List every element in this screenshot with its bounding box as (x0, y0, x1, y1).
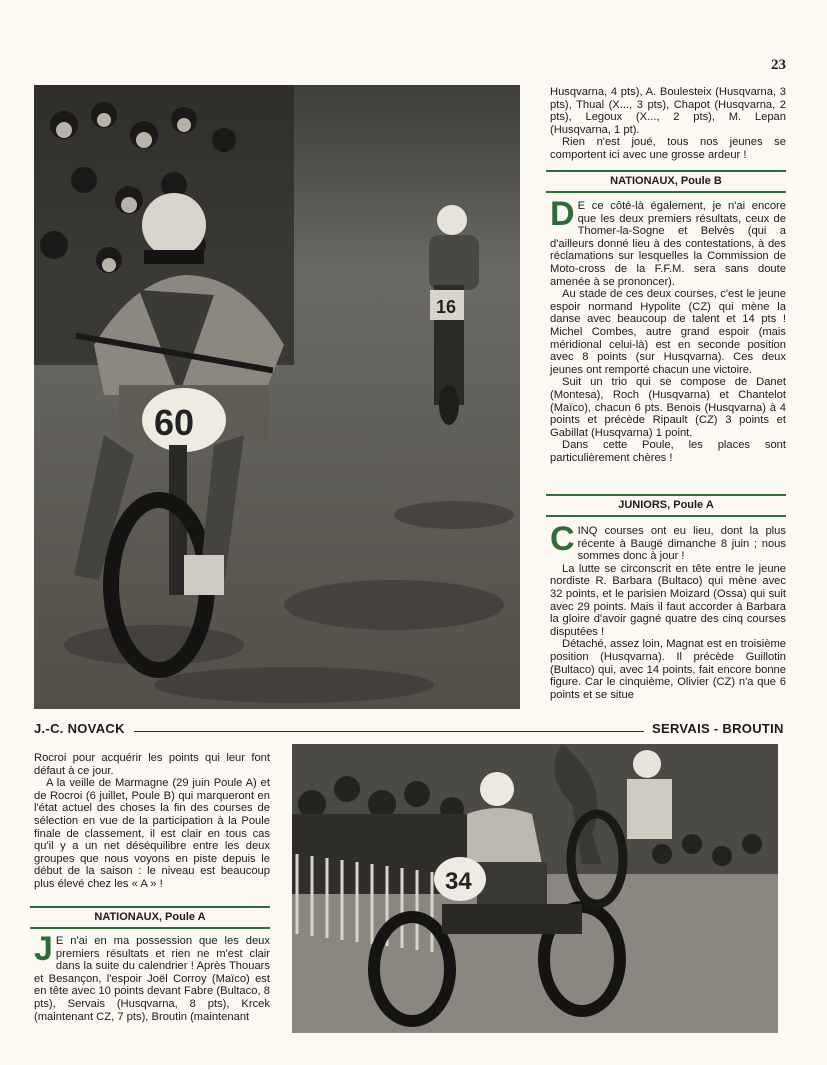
nationaux-b-paragraph-3: Suit un trio qui se compose de Danet (Montesa), Roch (Husqvarna) et Chantelot (Maïco), chacun 6 pts. Benois (Husqvarna) à 4 points et précède Ripault (CZ) 3 points et Gabillat (Husqvarna) 1 point. (550, 376, 786, 439)
section-title-nationaux-b: NATIONAUX, Poule B (546, 170, 786, 193)
nationaux-b-paragraph-4: Dans cette Poule, les places sont particulièrement chères ! (550, 439, 786, 464)
rider-number-bottom: 34 (445, 868, 472, 895)
right-column-top-text (550, 86, 786, 162)
nationaux-a-text (34, 930, 270, 1023)
juniors-text (550, 520, 786, 701)
juniors-paragraph-2: La lutte se circonscrit en tête entre le jeune nordiste R. Barbara (Bultaco) qui mène avec 32 points, et le parisien Moizard (Ossa) qui suit avec 29 points. Mais il faut accorder à Barbara la gloire d'avoir gagné quatre des cinq courses disputées ! (550, 562, 786, 638)
caption-servais-broutin: SERVAIS - BROUTIN (652, 721, 784, 736)
rider-number-front: 60 (154, 402, 195, 443)
results-continued: Husqvarna, 4 pts), A. Boulesteix (Husqvarna, 3 pts), Thual (X..., 3 pts), Chapot (Husqvarna, 2 pts), Legoux (X..., 2 pts), M. Lepan (Husqvarna, 1 pt). (550, 86, 786, 136)
page-number: 23 (771, 57, 786, 73)
nationaux-a-paragraph-1: E n'ai en ma possession que les deux premiers résultats et rien ne m'est clair dans la suite du calendrier ! Après Thouars et Besançon, l'espoir Joël Corroy (Maïco) est en tête avec 10 points devant Fabre (Bultaco, 8 pts), Servais (Husqvarna, 8 pts), Krcek (maintenant CZ, 7 pts), Broutin (maintenant (34, 935, 270, 1023)
left-paragraph-1: Rocroi pour acquérir les points qui leur font défaut à ce jour. (34, 752, 270, 777)
section-title-juniors: JUNIORS, Poule A (546, 494, 786, 517)
left-paragraph-2: A la veille de Marmagne (29 juin Poule A) et de Rocroi (6 juillet, Poule B) qui marqueront en l'état actuel des choses la fin des courses de sélection en vue de la participation à la Poule finale de classement, il est clair en tous cas qu'il y a un net déséquilibre entre les deux groupes que nous voyons en piste depuis le début de la saison : le niveau est beaucoup plus élevé chez les « A » ! (34, 777, 270, 890)
nationaux-b-text (550, 195, 786, 464)
section-title-nationaux-a: NATIONAUX, Poule A (30, 906, 270, 929)
caption-rule (134, 731, 644, 732)
caption-novack: J.-C. NOVACK (34, 721, 125, 736)
nationaux-b-paragraph-1: E ce côté-là également, je n'ai encore que les deux premiers résultats, ceux de Thomer-la-Sogne et Belvès (qui a d'ailleurs donné lieu à des contestations, à des réclamations sur lesquelles la Commission de Moto-cross de la F.F.M. sera sans doute amenée à se prononcer). (550, 200, 786, 288)
photo-servais-broutin (292, 744, 778, 1033)
nationaux-b-paragraph-2: Au stade de ces deux courses, c'est le jeune espoir normand Hypolite (CZ) qui mène la danse avec beaucoup de talent et 14 pts ! Michel Combes, autre grand espoir (mais méridional celui-là) est en seconde position avec 8 points (sur Husqvarna). Ces deux jeunes ont remporté chacun une victoire. (550, 288, 786, 376)
left-column-text (34, 752, 270, 891)
results-conclusion: Rien n'est joué, tous nos jeunes se comportent ici avec une grosse ardeur ! (550, 136, 786, 161)
juniors-paragraph-1: INQ courses ont eu lieu, dont la plus récente à Baugé dimanche 8 juin ; nous sommes donc à jour ! (577, 525, 786, 563)
dropcap-j: J (34, 930, 53, 968)
dropcap-d: D (550, 195, 575, 233)
rider-number-back: 16 (436, 297, 457, 317)
photo-novack (34, 85, 520, 709)
juniors-paragraph-3: Détaché, assez loin, Magnat est en troisième position (Husqvarna). Il précède Guillotin (Bultaco) qui, avec 14 points, fait encore bonne figure. Car le cinquième, Olivier (CZ) n'a que 6 points et se situe (550, 638, 786, 701)
dropcap-c: C (550, 520, 575, 558)
